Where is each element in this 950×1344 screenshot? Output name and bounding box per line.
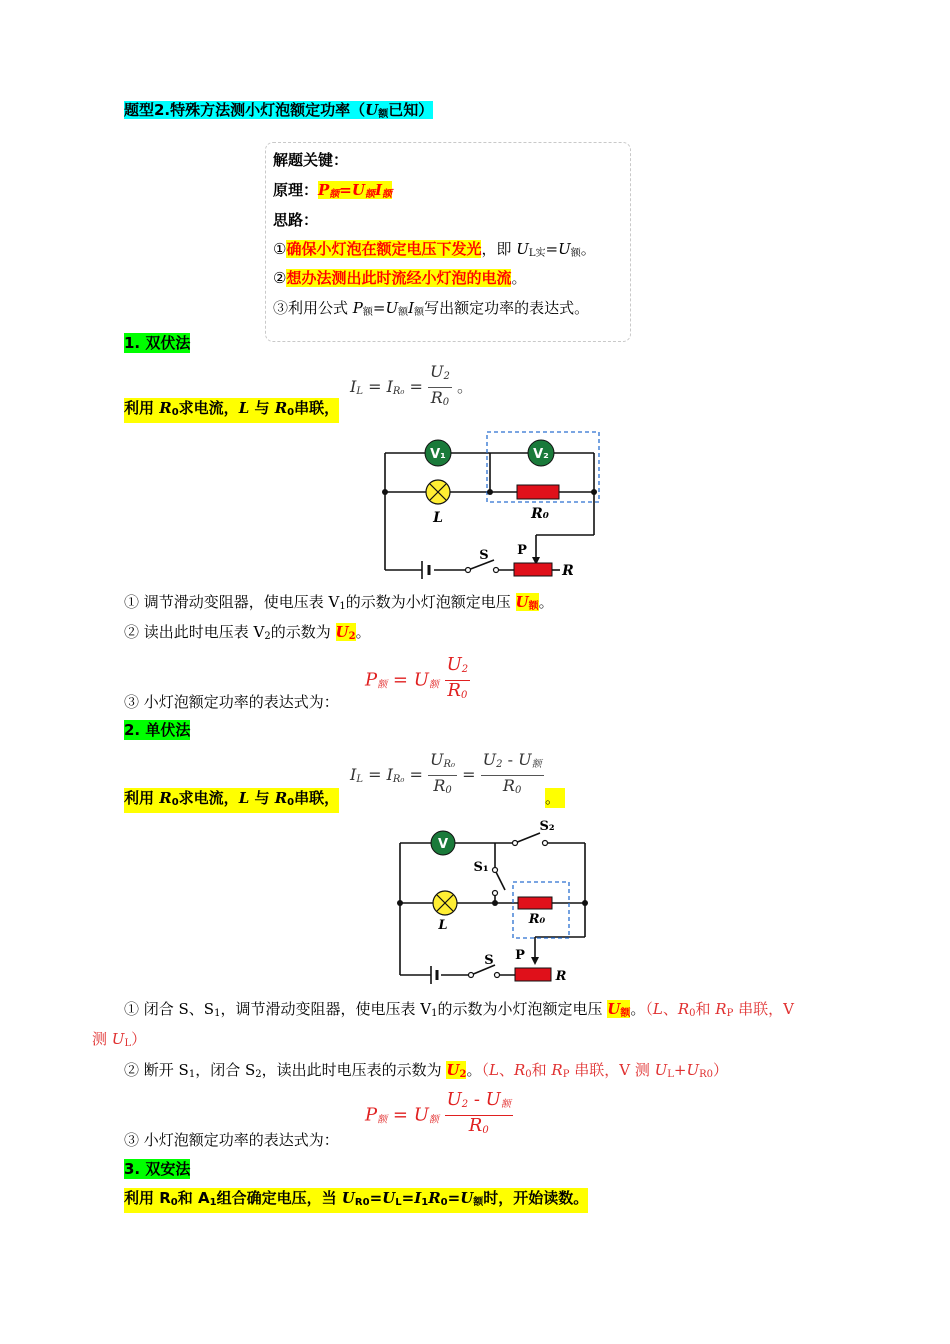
r0-label-2: R₀ xyxy=(528,912,546,927)
s2-step-1: ① 闭合 S、$S_1$，调节滑动变阻器，使电压表 $V_1$的示数为小灯泡额定电压 $U_额$。（L、$R_0$和 $R_P$ 串联，V xyxy=(124,1000,794,1019)
s2-step-3: ③ 小灯泡额定功率的表达式为： xyxy=(124,1131,339,1149)
lamp-label-2: L xyxy=(438,918,448,933)
rheostat-r-label-2: R xyxy=(555,969,567,984)
principle-line: 原理：$P_额=U_额I_额$ xyxy=(273,181,392,200)
circuit-diagram-1 xyxy=(370,425,610,585)
thought-heading: 思路： xyxy=(273,211,319,229)
s1-method-line: 利用 $R_0$求电流，L 与 $R_0$串联， xyxy=(124,398,339,423)
rheostat-r-label: R xyxy=(562,563,574,579)
switch-s-label-2: S xyxy=(484,953,494,968)
s2-eq-end: 。 xyxy=(545,788,565,808)
s2-method-line: 利用 $R_0$求电流，L 与 $R_0$串联， xyxy=(124,788,339,813)
section-1-heading: 1. 双伏法 xyxy=(124,334,191,352)
switch-s1-label: S₁ xyxy=(473,860,489,875)
s1-power-formula: $P_额 = U_额$ $\frac{U_2}{R_0}$ xyxy=(365,654,469,701)
switch-s-label: S xyxy=(479,548,489,563)
voltmeter-v1-label: V₁ xyxy=(430,447,446,462)
section-2-heading: 2. 单伏法 xyxy=(124,721,191,739)
key-step-3: ③利用公式 $P_额=U_额I_额$写出额定功率的表达式。 xyxy=(273,299,590,318)
s1-current-equation: $I_L = I_{R_0}$ = $\frac{U_2}{R_0}$ 。 xyxy=(350,362,473,408)
slider-p-label-2: P xyxy=(515,948,525,963)
lamp-label: L xyxy=(433,510,443,526)
page-title: 题型2.特殊方法测小灯泡额定功率（$U_额$已知） xyxy=(124,101,434,120)
slider-p-label: P xyxy=(517,543,527,558)
switch-s2-label: S₂ xyxy=(539,819,555,834)
r0-label: R₀ xyxy=(531,506,549,522)
section-3-heading: 3. 双安法 xyxy=(124,1160,191,1178)
voltmeter-v2-label: V₂ xyxy=(533,447,549,462)
key-heading: 解题关键： xyxy=(273,151,349,169)
s2-step-1-note-cont: 测 $U_L$） xyxy=(92,1030,147,1049)
voltmeter-v-label: V xyxy=(437,837,449,852)
s3-method-line: 利用 $R_0$和 $A_1$组合确定电压，当 $U_{R0}=U_L=I_1R_0=U_额$时，开始读数。 xyxy=(124,1188,588,1213)
key-step-2: ②想办法测出此时流经小灯泡的电流。 xyxy=(273,269,527,287)
key-step-1: ①确保小灯泡在额定电压下发光，即 $U_{L实}=U_额$。 xyxy=(273,240,596,259)
circuit-diagram-2 xyxy=(385,815,600,985)
s2-current-equation: $I_L = I_{R_0}$ = $\frac{U_{R_0}}{R_0}$ = $\frac{U_2 - U_额}{R_0}$ xyxy=(350,750,542,796)
s1-step-2: ② 读出此时电压表 $V_2$的示数为 $U_2$。 xyxy=(124,623,371,642)
s1-step-1: ① 调节滑动变阻器，使电压表 $V_1$的示数为小灯泡额定电压 $U_额$。 xyxy=(124,593,554,612)
s2-step-2: ② 断开 $S_1$，闭合 $S_2$，读出此时电压表的示数为 $U_2$。（L、$R_0$和 $R_P$ 串联，V 测 $U_L+U_{R0}$） xyxy=(124,1061,729,1080)
s1-step-3: ③ 小灯泡额定功率的表达式为： xyxy=(124,693,339,711)
s2-power-formula: $P_额 = U_额$ $\frac{U_2 - U_额}{R_0}$ xyxy=(365,1089,511,1136)
